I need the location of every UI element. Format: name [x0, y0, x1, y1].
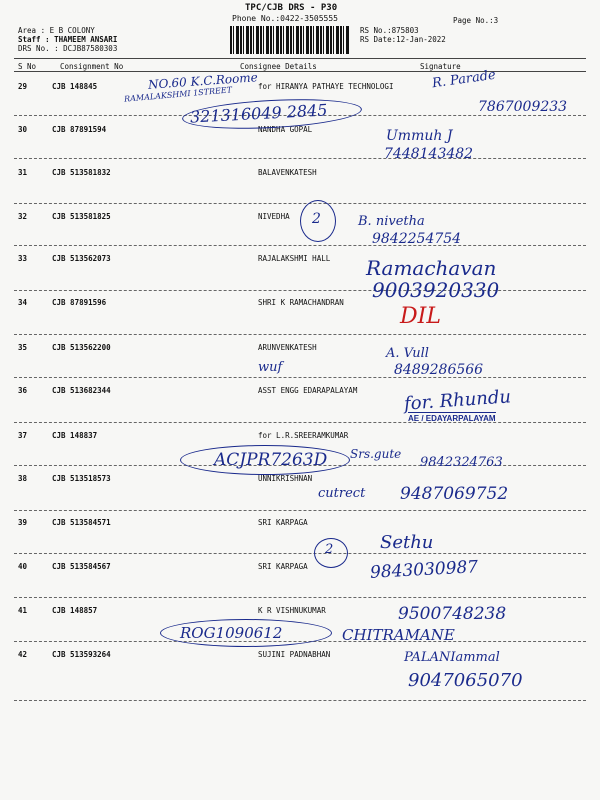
handwritten-phone: 9003920330	[372, 278, 500, 302]
row-divider	[14, 158, 586, 159]
handwritten-circle	[180, 445, 350, 475]
row-consignment: CJB 513581832	[52, 168, 111, 177]
row-divider	[14, 203, 586, 204]
row-consignee: ARUNVENKATESH	[258, 343, 317, 352]
row-consignment: CJB 87891594	[52, 125, 107, 134]
row-consignment: CJB 513562200	[52, 343, 111, 352]
handwritten-circle	[181, 95, 362, 132]
handwritten-phone: 9487069752	[400, 484, 509, 504]
row-consignment: CJB 513584571	[52, 518, 111, 527]
office-stamp: AE / EDAYARPALAYAM	[408, 414, 496, 423]
handwritten-phone: 9842254754	[372, 231, 462, 247]
row-consignee: K R VISHNUKUMAR	[258, 606, 326, 615]
row-divider	[14, 597, 586, 598]
handwritten-mark: DIL	[400, 304, 441, 329]
row-sno: 30	[18, 125, 28, 134]
row-consignee: for L.R.SREERAMKUMAR	[258, 431, 349, 440]
handwritten-address: RAMALAKSHMI 1STREET	[123, 85, 233, 104]
row-sno: 33	[18, 254, 28, 263]
row-divider	[14, 700, 586, 701]
handwritten-circle	[160, 619, 332, 647]
row-sno: 36	[18, 386, 28, 395]
handwritten-signature: B. nivetha	[358, 214, 425, 229]
row-consignment: CJB 513518573	[52, 474, 111, 483]
row-consignee: NANDHA GOPAL	[258, 125, 313, 134]
rs-date: RS Date:12-Jan-2022	[360, 35, 446, 44]
handwritten-count: 2	[325, 542, 334, 557]
handwritten-phone: 9842324763	[420, 455, 503, 470]
handwritten-signature: cutrect	[318, 486, 366, 501]
row-consignee: NIVEDHA	[258, 212, 290, 221]
area-label: Area : E B COLONY	[18, 26, 95, 35]
header-rule-top	[14, 58, 586, 59]
column-header-consignment: Consignment No	[60, 62, 124, 71]
handwritten-signature: A. Vull	[386, 346, 429, 361]
handwritten-address: NO.60 K.C.Roome	[147, 70, 259, 92]
column-header-signature: Signature	[420, 62, 461, 71]
handwritten-phone: 9047065070	[408, 670, 523, 691]
staff-label: Staff : THAMEEM ANSARI	[18, 35, 118, 44]
row-sno: 31	[18, 168, 28, 177]
handwritten-id-number: 321316049 2845	[189, 100, 328, 127]
row-sno: 40	[18, 562, 28, 571]
row-sno: 38	[18, 474, 28, 483]
row-divider	[14, 553, 586, 554]
row-consignment: CJB 513584567	[52, 562, 111, 571]
rs-number: RS No.:875803	[360, 26, 419, 35]
page-number: Page No.:3	[453, 16, 499, 25]
sheet-title: TPC/CJB DRS - P30	[245, 3, 338, 13]
row-consignment: CJB 513593264	[52, 650, 111, 659]
handwritten-signature: Ummuh J	[386, 128, 453, 144]
handwritten-phone: 7867009233	[478, 99, 568, 115]
handwritten-signature: Ramachavan	[366, 256, 497, 280]
row-consignee: BALAVENKATESH	[258, 168, 317, 177]
handwritten-count: 2	[312, 211, 321, 227]
row-sno: 39	[18, 518, 28, 527]
row-consignment: CJB 513581825	[52, 212, 111, 221]
row-consignee: SRI KARPAGA	[258, 518, 308, 527]
row-sno: 42	[18, 650, 28, 659]
row-sno: 29	[18, 82, 28, 91]
row-sno: 37	[18, 431, 28, 440]
handwritten-signature: Sethu	[380, 532, 434, 553]
row-consignee: SHRI K RAMACHANDRAN	[258, 298, 344, 307]
handwritten-signature: for. Rhundu	[403, 386, 512, 415]
row-consignee: RAJALAKSHMI HALL	[258, 254, 331, 263]
row-consignee: ASST ENGG EDARAPALAYAM	[258, 386, 358, 395]
handwritten-signature: CHITRAMANE	[342, 626, 455, 644]
row-sno: 35	[18, 343, 28, 352]
row-divider	[14, 422, 586, 423]
row-divider	[14, 290, 586, 291]
handwritten-id-number: ROG1090612	[180, 624, 283, 642]
handwritten-phone: 9843030987	[369, 557, 479, 583]
row-divider	[14, 334, 586, 335]
handwritten-phone: 9500748238	[398, 604, 507, 624]
barcode-image	[230, 26, 350, 54]
drs-number: DRS No. : DCJB87580303	[18, 44, 118, 53]
row-consignment: CJB 148837	[52, 431, 98, 440]
handwritten-phone: 7448143482	[384, 146, 474, 162]
column-header-sno: S No	[18, 62, 37, 71]
row-divider	[14, 510, 586, 511]
row-sno: 34	[18, 298, 28, 307]
handwritten-signature: PALANIammal	[404, 650, 500, 665]
branch-phone: Phone No.:0422-3505555	[232, 14, 338, 23]
handwritten-signature: R. Parade	[431, 67, 497, 92]
column-header-details: Consignee Details	[240, 62, 317, 71]
header-rule-bottom	[14, 71, 586, 72]
handwritten-phone: 8489286566	[394, 362, 484, 378]
row-consignment: CJB 148857	[52, 606, 98, 615]
row-consignment: CJB 148845	[52, 82, 98, 91]
handwritten-signature: Srs.gute	[350, 447, 402, 461]
row-divider	[14, 377, 586, 378]
row-consignee: SRI KARPAGA	[258, 562, 308, 571]
handwritten-note: wuf	[258, 360, 283, 375]
handwritten-id-number: ACJPR7263D	[214, 450, 328, 470]
row-sno: 32	[18, 212, 28, 221]
row-consignee: UNNIKRISHNAN	[258, 474, 313, 483]
row-sno: 41	[18, 606, 28, 615]
row-consignment: CJB 87891596	[52, 298, 107, 307]
row-consignee: for HIRANYA PATHAYE TECHNOLOGI	[258, 82, 394, 91]
row-consignment: CJB 513562073	[52, 254, 111, 263]
row-divider	[14, 245, 586, 246]
row-consignment: CJB 513682344	[52, 386, 111, 395]
row-consignee: SUJINI PADNABHAN	[258, 650, 331, 659]
